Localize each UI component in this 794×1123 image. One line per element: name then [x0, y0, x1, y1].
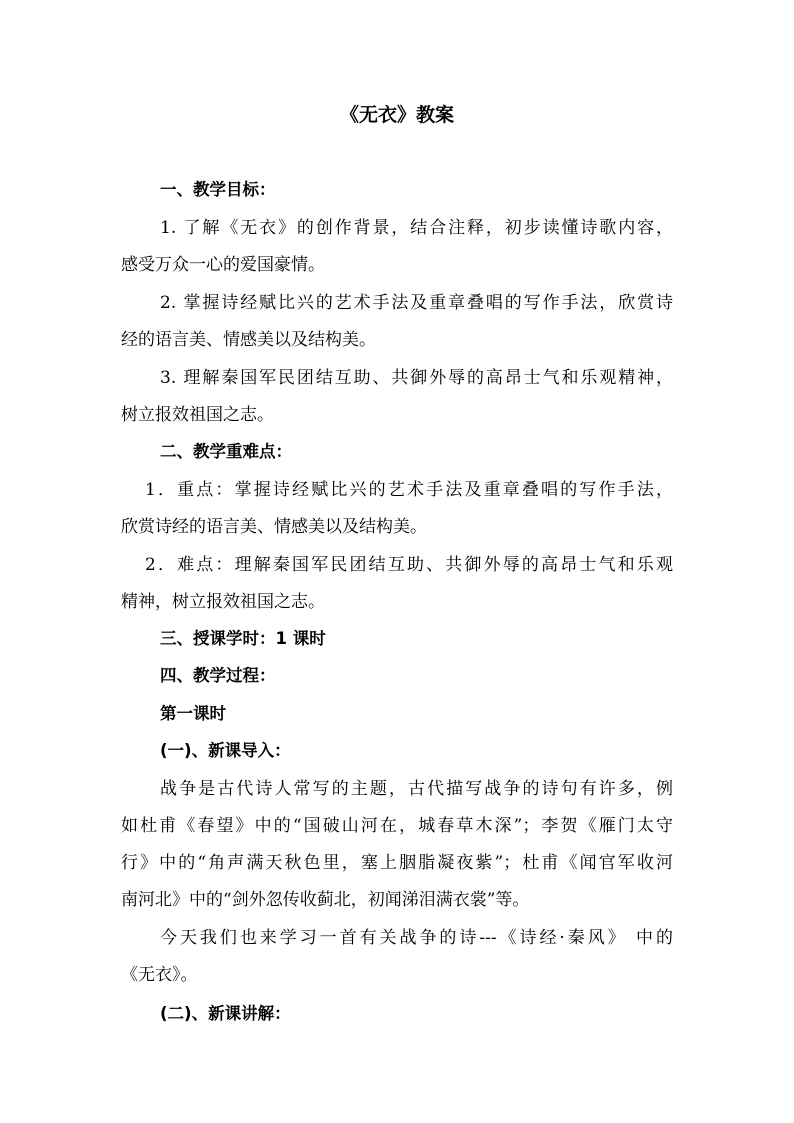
- paragraph-line: 3. 理解秦国军民团结互助、共御外辱的高昂士气和乐观精神，: [160, 368, 673, 388]
- paragraph-line: 1．重点：掌握诗经赋比兴的艺术手法及重章叠唱的写作手法，: [145, 480, 673, 500]
- paragraph-line: 如杜甫《春望》中的“国破山河在，城春草木深”；李贺《雁门太守: [121, 816, 673, 836]
- heading-teaching-process: 四、教学过程：: [160, 666, 276, 685]
- paragraph-line: 2. 掌握诗经赋比兴的艺术手法及重章叠唱的写作手法，欣赏诗: [160, 293, 673, 313]
- paragraph-line: 欣赏诗经的语言美、情感美以及结构美。: [121, 517, 427, 537]
- paragraph-line: 行》中的“角声满天秋色里，塞上胭脂凝夜紫”；杜甫《闻官军收河: [121, 853, 673, 873]
- heading-objectives: 一、教学目标：: [160, 180, 276, 199]
- paragraph-line: 1. 了解《无衣》的创作背景，结合注释，初步读懂诗歌内容，: [160, 218, 673, 238]
- heading-introduction: (一)、新课导入：: [160, 741, 291, 760]
- heading-first-lesson: 第一课时: [160, 704, 226, 723]
- paragraph-line: 精神，树立报效祖国之志。: [121, 592, 325, 612]
- paragraph-line: 树立报效祖国之志。: [121, 405, 274, 425]
- paragraph-line: 南河北》中的“剑外忽传收蓟北，初闻涕泪满衣裳”等。: [121, 890, 530, 910]
- heading-key-points: 二、教学重难点：: [160, 442, 292, 461]
- paragraph-line: 《无衣》。: [121, 965, 198, 985]
- paragraph-line: 战争是古代诗人常写的主题，古代描写战争的诗句有许多，例: [160, 779, 673, 799]
- paragraph-line: 今天我们也来学习一首有关战争的诗---《诗经·秦风》 中的: [160, 928, 673, 948]
- document-title: 《无衣》教案: [339, 104, 454, 126]
- paragraph-line: 感受万众一心的爱国豪情。: [121, 255, 325, 275]
- heading-new-lesson: (二)、新课讲解：: [160, 1004, 291, 1023]
- paragraph-line: 2．难点：理解秦国军民团结互助、共御外辱的高昂士气和乐观: [145, 555, 673, 575]
- paragraph-line: 经的语言美、情感美以及结构美。: [121, 330, 376, 350]
- heading-class-hours: 三、授课学时：1 课时: [160, 629, 326, 648]
